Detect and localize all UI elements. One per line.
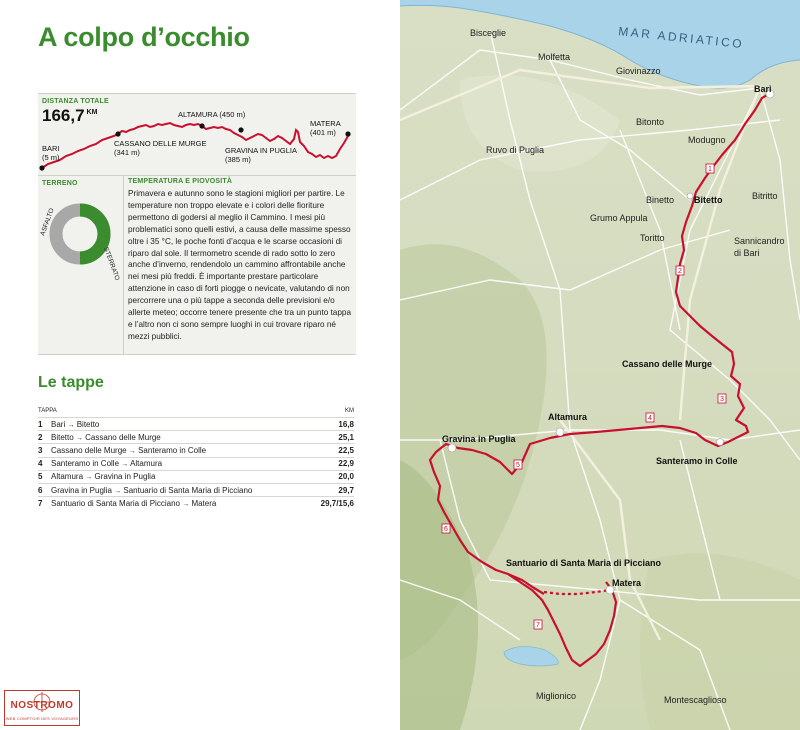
stage-km: 20,0 [311,470,354,483]
arrow-right-icon: → [85,474,93,482]
stage-from: Gravina in Puglia [51,485,112,495]
stage-row [38,470,354,483]
town-grumo: Grumo Appula [590,213,648,223]
point-name: MATERA [310,119,341,128]
altamura-marker [199,123,204,128]
stage-altamura: Altamura [548,412,588,422]
town-modugno: Modugno [688,135,726,145]
route-map [400,0,800,730]
distance-number: 166,7 [42,106,85,125]
stage-row [38,497,354,510]
stage-row [38,483,354,496]
stage-bari: Bari [754,84,772,94]
arrow-right-icon: → [128,447,136,455]
arrow-right-icon: → [75,434,83,442]
town-ruvo: Ruvo di Puglia [486,145,545,155]
distance-label: DISTANZA TOTALE [42,98,109,105]
matera-marker [345,131,350,136]
stage-route [51,431,311,444]
stage-number: 7 [38,497,51,510]
town-molfetta: Molfetta [538,52,571,62]
point-alt: (401 m) [310,128,336,137]
stage-route [51,470,311,483]
town-giovinazzo: Giovinazzo [616,66,661,76]
stage-number-1: 1 [708,166,712,173]
asfalto-label: ASFALTO [39,207,56,237]
stage-route [51,444,311,457]
stage-number-6: 6 [444,526,448,533]
stage-number: 1 [38,418,51,431]
stages-title: Le tappe [38,374,104,391]
stage-from: Cassano delle Murge [51,445,127,455]
gravina-marker [238,127,243,132]
town-bitonto: Bitonto [636,117,665,127]
weather-section [128,178,353,343]
stage-to: Cassano delle Murge [85,432,161,442]
stage-row [38,457,354,470]
point-alt: (341 m) [114,148,140,157]
stage-route [51,497,311,510]
stage-from: Bari [51,419,66,429]
stage-santeramo: Santeramo in Colle [656,456,738,466]
stage-number: 3 [38,444,51,457]
stage-bitetto: Bitetto [694,195,723,205]
stage-km: 29,7/15,6 [311,497,354,510]
town-montescaglioso: Montescaglioso [664,695,727,705]
terrain-weather-box [38,175,356,355]
point-name: ALTAMURA [178,110,218,119]
stage-number: 6 [38,483,51,496]
point-name: CASSANO DELLE MURGE [114,139,207,148]
stage-to: Matera [191,498,217,508]
stage-km: 25,1 [311,431,354,444]
stage-route [51,483,311,496]
arrow-right-icon: → [67,421,75,429]
point-cassano [114,139,207,157]
stage-number-5: 5 [516,462,520,469]
stage-gravina: Gravina in Puglia [442,434,516,444]
stages-header [38,408,354,418]
logo-subtitle: WEB COMPTOIR DES VOYAGEURS [5,716,79,721]
stage-number: 5 [38,470,51,483]
sea-label: MAR ADRIATICO [617,24,745,52]
town-toritto: Toritto [640,233,665,243]
distance-value [42,106,97,126]
town-miglionico: Miglionico [536,691,577,701]
stage-number: 4 [38,457,51,470]
stage-number-4: 4 [648,415,652,422]
bari-marker [39,165,44,170]
stage-number-2: 2 [678,268,682,275]
logo-name: NOSTROMO [10,700,74,711]
stages-table [38,408,354,509]
point-alt: (5 m) [42,153,60,162]
town-binetto: Binetto [646,195,675,205]
stage-picciano: Santuario di Santa Maria di Picciano [506,558,662,568]
stage-km: 22,9 [311,457,354,470]
point-alt: (450 m) [219,110,246,119]
stage-to: Gravina in Puglia [94,472,156,482]
point-matera [310,119,341,137]
distance-unit: KM [86,109,98,116]
weather-text: Primavera e autunno sono le stagioni migliori per partire. Le temperature non troppo elevate e i colori delle fioriture permettono di godersi al meglio il Cammino. I mesi più problematici sono quelli estivi, a causa delle massime spesso oltre i 35 °C, le poche fonti d’acqua e le scarse occasioni di riparo dal sole. Il termometro scende di rado sotto lo zero anche d’inverno, rendendolo un cammino affrontabile anche nei mesi più freddi. È importante prestare particolare attenzione in caso di forti piogge o nevicate, valutando di non percorrere una o più tappe a seconda delle previsioni e/o allerte meteo; occorre tenere presente che tra un punto tappa e l’altro non ci sono sempre luoghi in cui trovare riparo né mezzi pubblici. [128,189,352,341]
stage-to: Santeramo in Colle [138,445,207,455]
weather-label: TEMPERATURA E PIOVOSITÀ [128,178,233,185]
stage-route [51,457,311,470]
terrain-donut [38,190,122,300]
stages-body [38,418,354,510]
point-gravina [225,146,297,164]
page-title: A colpo d’occhio [38,22,250,52]
terrain-section [38,176,122,354]
stage-km: 22,5 [311,444,354,457]
stage-from: Bitetto [51,432,74,442]
sterrato-ring [80,210,104,258]
town-bitritto: Bitritto [752,191,778,201]
stage-row [38,444,354,457]
stage-route [51,418,311,431]
stage-row [38,418,354,431]
stage-number-3: 3 [720,396,724,403]
point-name: BARI [42,144,60,153]
town-bisceglie: Bisceglie [470,28,507,38]
point-alt: (385 m) [225,155,251,164]
point-name: GRAVINA IN PUGLIA [225,146,297,155]
stage-km: 29,7 [311,483,354,496]
stage-from: Santuario di Santa Maria di Picciano [51,498,180,508]
sannicandro-line: Sannicandro [734,236,785,246]
stage-number: 2 [38,431,51,444]
header-km: KM [345,408,354,414]
elevation-profile [38,93,356,176]
stage-from: Altamura [51,472,84,482]
nostromo-logo [4,690,80,726]
stage-matera: Matera [612,578,642,588]
arrow-right-icon: → [121,461,129,469]
header-tappa: TAPPA [38,408,57,414]
arrow-right-icon: → [114,487,122,495]
stage-from: Santeramo in Colle [51,459,120,469]
stage-number-7: 7 [536,622,540,629]
arrow-right-icon: → [182,500,190,508]
terrain-label: TERRENO [42,180,78,187]
stage-to: Bitetto [76,419,100,429]
stage-to: Santuario di Santa Maria di Picciano [123,485,253,495]
sterrato-label: STERRATO [102,246,121,282]
point-altamura [178,110,245,119]
stage-km: 16,8 [311,418,354,431]
sannicandro-line: di Bari [734,248,760,258]
stage-to: Altamura [130,459,163,469]
point-bari [42,144,60,162]
stage-cassano: Cassano delle Murge [622,359,713,369]
stage-row [38,431,354,444]
cassano-marker [115,131,120,136]
column-divider [123,176,124,354]
